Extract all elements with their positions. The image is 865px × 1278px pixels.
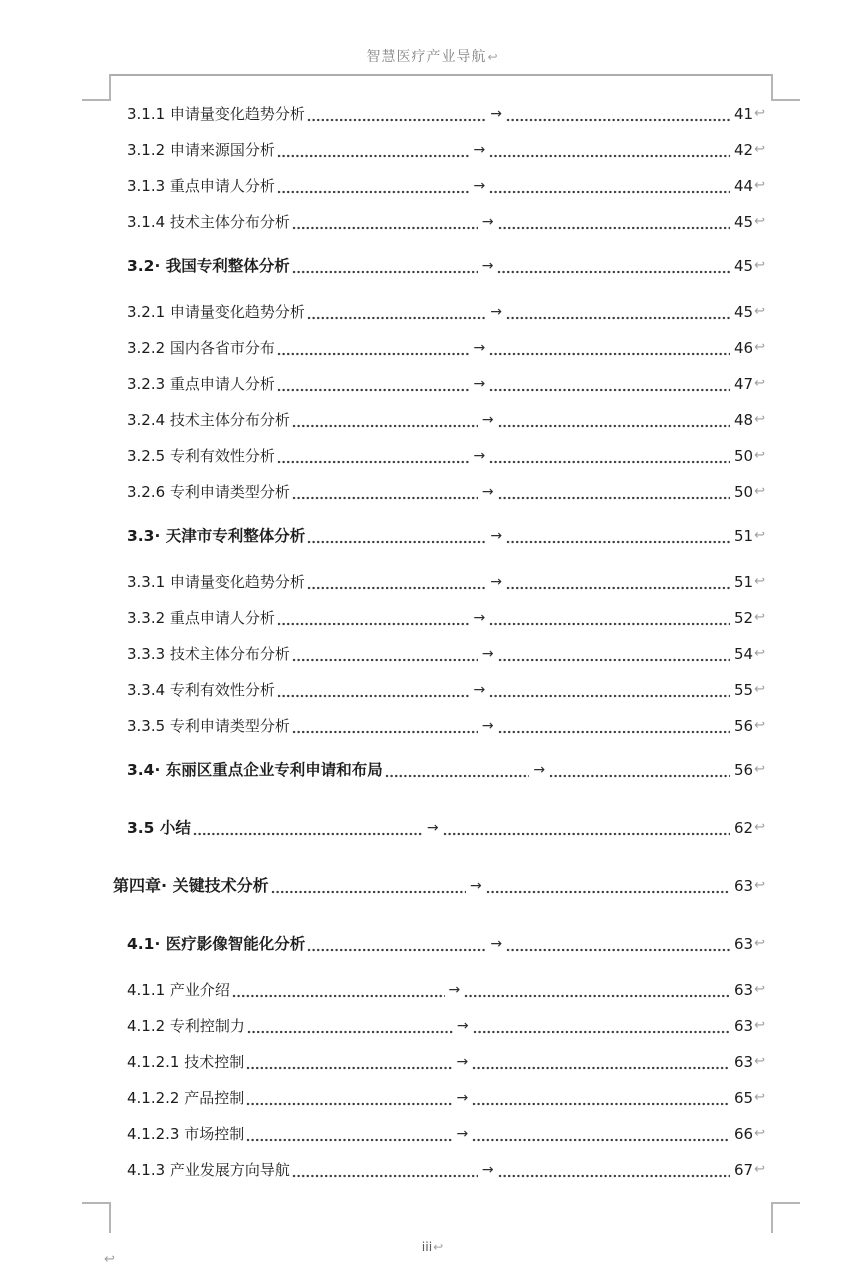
toc-entry[interactable] [127, 481, 765, 503]
toc-entry-label[interactable]: 4.1.3 产业发展方向导航 [127, 1161, 290, 1179]
toc-entry-label[interactable]: 3.3· 天津市专利整体分析 [127, 527, 306, 545]
paragraph-mark-icon: ↩ [754, 718, 765, 733]
toc-entry-page-number[interactable]: 56 [734, 717, 754, 735]
text-boundary-mark [109, 1202, 111, 1233]
toc-entry-label[interactable]: 4.1.2.2 产品控制 [127, 1089, 245, 1107]
tab-arrow-icon: → [481, 646, 494, 662]
toc-entry-page-number[interactable]: 48 [734, 411, 754, 429]
tab-arrow-icon: → [448, 982, 461, 998]
toc-entry-label[interactable]: 3.2.4 技术主体分布分析 [127, 411, 290, 429]
toc-entry-label[interactable]: 3.3.3 技术主体分布分析 [127, 645, 290, 663]
dot-leader [277, 690, 470, 698]
paragraph-mark-icon: ↩ [754, 106, 765, 121]
header-title: 智慧医疗产业导航 [366, 49, 487, 65]
tab-arrow-icon: → [456, 1054, 469, 1070]
dot-leader [506, 582, 730, 590]
toc-entry-page-number[interactable]: 51 [734, 573, 754, 591]
toc-entry-label[interactable]: 4.1.2 专利控制力 [127, 1017, 245, 1035]
dot-leader [472, 1098, 730, 1106]
toc-entry-page-number[interactable]: 45 [734, 213, 754, 231]
dot-leader [247, 1026, 453, 1034]
dot-leader [464, 990, 730, 998]
toc-entry[interactable] [127, 409, 765, 431]
dot-leader [506, 114, 730, 122]
dot-leader [277, 186, 470, 194]
toc-entry-page-number[interactable]: 63 [734, 935, 754, 953]
tab-arrow-icon: → [481, 1162, 494, 1178]
dot-leader [489, 690, 730, 698]
dot-leader [277, 456, 470, 464]
dot-leader [307, 944, 486, 952]
toc-entry-label[interactable]: 3.2.2 国内各省市分布 [127, 339, 275, 357]
paragraph-mark-icon: ↩ [754, 936, 765, 951]
toc-entry[interactable] [127, 933, 765, 955]
toc-entry-label[interactable]: 3.4· 东丽区重点企业专利申请和布局 [127, 761, 383, 779]
toc-entry-label[interactable]: 3.2.5 专利有效性分析 [127, 447, 275, 465]
toc-entry-page-number[interactable]: 65 [734, 1089, 754, 1107]
toc-entry-label[interactable]: 3.1.1 申请量变化趋势分析 [127, 105, 305, 123]
toc-entry-label[interactable]: 3.3.4 专利有效性分析 [127, 681, 275, 699]
toc-entry-page-number[interactable]: 56 [734, 761, 754, 779]
toc-entry-page-number[interactable]: 54 [734, 645, 754, 663]
toc-entry-page-number[interactable]: 50 [734, 483, 754, 501]
paragraph-mark-icon: ↩ [754, 646, 765, 661]
tab-arrow-icon: → [481, 214, 494, 230]
toc-entry[interactable] [127, 607, 765, 629]
toc-entry-page-number[interactable]: 52 [734, 609, 754, 627]
toc-entry-page-number[interactable]: 51 [734, 527, 754, 545]
tab-arrow-icon: → [473, 340, 486, 356]
toc-entry[interactable] [113, 875, 765, 897]
tab-arrow-icon: → [481, 258, 494, 274]
toc-entry-page-number[interactable]: 63 [734, 877, 754, 895]
dot-leader [506, 944, 730, 952]
dot-leader [489, 348, 730, 356]
tab-arrow-icon: → [473, 376, 486, 392]
paragraph-mark-icon: ↩ [754, 762, 765, 777]
tab-arrow-icon: → [490, 936, 503, 952]
toc-entry[interactable] [127, 715, 765, 737]
paragraph-mark-icon: ↩ [754, 214, 765, 229]
toc-entry-label[interactable]: 3.1.3 重点申请人分析 [127, 177, 275, 195]
paragraph-mark-icon: ↩ [754, 484, 765, 499]
paragraph-mark-icon: ↩ [754, 258, 765, 273]
paragraph-mark-icon: ↩ [754, 412, 765, 427]
toc-entry[interactable] [127, 525, 765, 547]
dot-leader [246, 1098, 452, 1106]
page-footer [0, 1236, 865, 1258]
paragraph-mark-icon: ↩ [754, 528, 765, 543]
paragraph-mark-icon: ↩ [754, 304, 765, 319]
dot-leader [489, 384, 730, 392]
dot-leader [443, 828, 730, 836]
toc-entry-page-number[interactable]: 63 [734, 981, 754, 999]
text-boundary-mark [109, 74, 111, 101]
dot-leader [489, 456, 730, 464]
toc-entry-label[interactable]: 3.3.1 申请量变化趋势分析 [127, 573, 305, 591]
toc-entry-page-number[interactable]: 62 [734, 819, 754, 837]
toc-entry[interactable] [127, 373, 765, 395]
dot-leader [472, 1134, 730, 1142]
paragraph-mark-icon: ↩ [754, 1162, 765, 1177]
text-boundary-mark [82, 1202, 111, 1204]
dot-leader [292, 1170, 478, 1178]
text-boundary-mark [771, 1202, 773, 1233]
dot-leader [271, 886, 466, 894]
toc-entry[interactable] [127, 337, 765, 359]
dot-leader [292, 726, 478, 734]
dot-leader [489, 150, 730, 158]
tab-arrow-icon: → [456, 1090, 469, 1106]
text-boundary-mark [772, 99, 800, 101]
toc-entry-page-number[interactable]: 42 [734, 141, 754, 159]
tab-arrow-icon: → [470, 878, 482, 894]
dot-leader [498, 726, 730, 734]
tab-arrow-icon: → [426, 820, 439, 836]
toc-entry[interactable] [127, 301, 765, 323]
dot-leader [292, 222, 478, 230]
toc-entry[interactable] [127, 255, 765, 277]
toc-entry-page-number[interactable]: 45 [734, 257, 754, 275]
paragraph-mark-icon: ↩ [754, 376, 765, 391]
dot-leader [307, 582, 486, 590]
dot-leader [246, 1134, 452, 1142]
tab-arrow-icon: → [473, 142, 486, 158]
paragraph-mark-icon: ↩ [754, 820, 765, 835]
dot-leader [292, 420, 478, 428]
dot-leader [497, 266, 730, 274]
toc-entry-page-number[interactable]: 67 [734, 1161, 754, 1179]
toc-entry-label[interactable]: 3.2· 我国专利整体分析 [127, 257, 290, 275]
tab-arrow-icon: → [473, 178, 486, 194]
paragraph-mark-icon: ↩ [754, 574, 765, 589]
text-boundary-mark [771, 74, 773, 101]
tab-arrow-icon: → [481, 718, 494, 734]
toc-entry-page-number[interactable]: 41 [734, 105, 754, 123]
dot-leader [498, 1170, 730, 1178]
toc-entry[interactable] [127, 1051, 765, 1073]
paragraph-mark-icon: ↩ [754, 1090, 765, 1105]
dot-leader [498, 492, 730, 500]
dot-leader [246, 1062, 452, 1070]
page-header [0, 46, 865, 66]
paragraph-mark-icon: ↩ [754, 682, 765, 697]
toc-entry-label[interactable]: 3.2.6 专利申请类型分析 [127, 483, 290, 501]
dot-leader [307, 114, 486, 122]
toc-entry-page-number[interactable]: 50 [734, 447, 754, 465]
toc-entry[interactable] [127, 1123, 765, 1145]
tab-arrow-icon: → [481, 412, 494, 428]
text-boundary-mark [771, 1202, 800, 1204]
dot-leader [292, 654, 478, 662]
toc-entry-label[interactable]: 3.1.2 申请来源国分析 [127, 141, 275, 159]
tab-arrow-icon: → [456, 1018, 469, 1034]
paragraph-mark-icon: ↩ [487, 50, 499, 64]
paragraph-mark-icon: ↩ [754, 878, 765, 893]
dot-leader [292, 492, 478, 500]
toc-entry[interactable] [127, 643, 765, 665]
tab-arrow-icon: → [490, 574, 502, 590]
dot-leader [498, 222, 730, 230]
tab-arrow-icon: → [490, 304, 502, 320]
paragraph-mark-icon: ↩ [754, 142, 765, 157]
dot-leader [307, 312, 486, 320]
toc-entry-page-number[interactable]: 45 [734, 303, 754, 321]
dot-leader [498, 420, 730, 428]
dot-leader [506, 536, 730, 544]
tab-arrow-icon: → [490, 106, 502, 122]
dot-leader [277, 618, 470, 626]
dot-leader [486, 886, 730, 894]
tab-arrow-icon: → [456, 1126, 469, 1142]
tab-arrow-icon: → [473, 448, 486, 464]
tab-arrow-icon: → [481, 484, 494, 500]
dot-leader [232, 990, 445, 998]
toc-entry[interactable] [127, 679, 765, 701]
toc-entry[interactable] [127, 817, 765, 839]
toc-entry[interactable] [127, 1087, 765, 1109]
toc-entry[interactable] [127, 1015, 765, 1037]
toc-entry-label[interactable]: 4.1.2.3 市场控制 [127, 1125, 245, 1143]
paragraph-mark-icon: ↩ [754, 178, 765, 193]
toc-entry[interactable] [127, 103, 765, 125]
toc-entry-label[interactable]: 4.1· 医疗影像智能化分析 [127, 935, 306, 953]
dot-leader [472, 1062, 730, 1070]
toc-entry-label[interactable]: 4.1.2.1 技术控制 [127, 1053, 245, 1071]
toc-entry[interactable] [127, 1159, 765, 1181]
paragraph-mark-icon: ↩ [104, 1252, 115, 1267]
dot-leader [277, 384, 470, 392]
toc-entry[interactable] [127, 211, 765, 233]
dot-leader [498, 654, 730, 662]
tab-arrow-icon: → [473, 610, 486, 626]
toc-entry[interactable] [127, 759, 765, 781]
toc-entry-page-number[interactable]: 47 [734, 375, 754, 393]
toc-entry-page-number[interactable]: 44 [734, 177, 754, 195]
table-of-contents [113, 103, 765, 1181]
toc-entry-label[interactable]: 3.2.3 重点申请人分析 [127, 375, 275, 393]
tab-arrow-icon: → [490, 528, 503, 544]
toc-entry[interactable] [127, 979, 765, 1001]
dot-leader [292, 266, 478, 274]
dot-leader [277, 348, 470, 356]
text-boundary-mark [82, 99, 110, 101]
dot-leader [307, 536, 486, 544]
toc-entry-label[interactable]: 第四章· 关键技术分析 [113, 876, 269, 895]
paragraph-mark-icon: ↩ [754, 610, 765, 625]
paragraph-mark-icon: ↩ [754, 1018, 765, 1033]
toc-entry-page-number[interactable]: 66 [734, 1125, 754, 1143]
dot-leader [385, 770, 530, 778]
dot-leader [489, 618, 730, 626]
toc-entry[interactable] [127, 445, 765, 467]
paragraph-mark-icon: ↩ [754, 340, 765, 355]
toc-entry[interactable] [127, 175, 765, 197]
toc-entry-label[interactable]: 4.1.1 产业介绍 [127, 981, 230, 999]
toc-entry[interactable] [127, 139, 765, 161]
dot-leader [473, 1026, 730, 1034]
paragraph-mark-icon: ↩ [754, 982, 765, 997]
toc-entry-label[interactable]: 3.2.1 申请量变化趋势分析 [127, 303, 305, 321]
dot-leader [489, 186, 730, 194]
tab-arrow-icon: → [473, 682, 486, 698]
toc-entry-label[interactable]: 3.3.2 重点申请人分析 [127, 609, 275, 627]
toc-entry-page-number[interactable]: 55 [734, 681, 754, 699]
dot-leader [549, 770, 730, 778]
toc-entry[interactable] [127, 571, 765, 593]
tab-arrow-icon: → [533, 762, 546, 778]
toc-entry-label[interactable]: 3.3.5 专利申请类型分析 [127, 717, 290, 735]
paragraph-mark-icon: ↩ [754, 1054, 765, 1069]
toc-entry-label[interactable]: 3.5 小结 [127, 819, 191, 837]
paragraph-mark-icon: ↩ [433, 1240, 444, 1254]
toc-entry-page-number[interactable]: 63 [734, 1017, 754, 1035]
paragraph-mark-icon: ↩ [754, 1126, 765, 1141]
dot-leader [506, 312, 730, 320]
dot-leader [277, 150, 470, 158]
header-rule [110, 74, 772, 76]
toc-entry-label[interactable]: 3.1.4 技术主体分布分析 [127, 213, 290, 231]
dot-leader [193, 828, 423, 836]
footer-page-number: iii [421, 1239, 433, 1254]
toc-entry-page-number[interactable]: 63 [734, 1053, 754, 1071]
paragraph-mark-icon: ↩ [754, 448, 765, 463]
toc-entry-page-number[interactable]: 46 [734, 339, 754, 357]
